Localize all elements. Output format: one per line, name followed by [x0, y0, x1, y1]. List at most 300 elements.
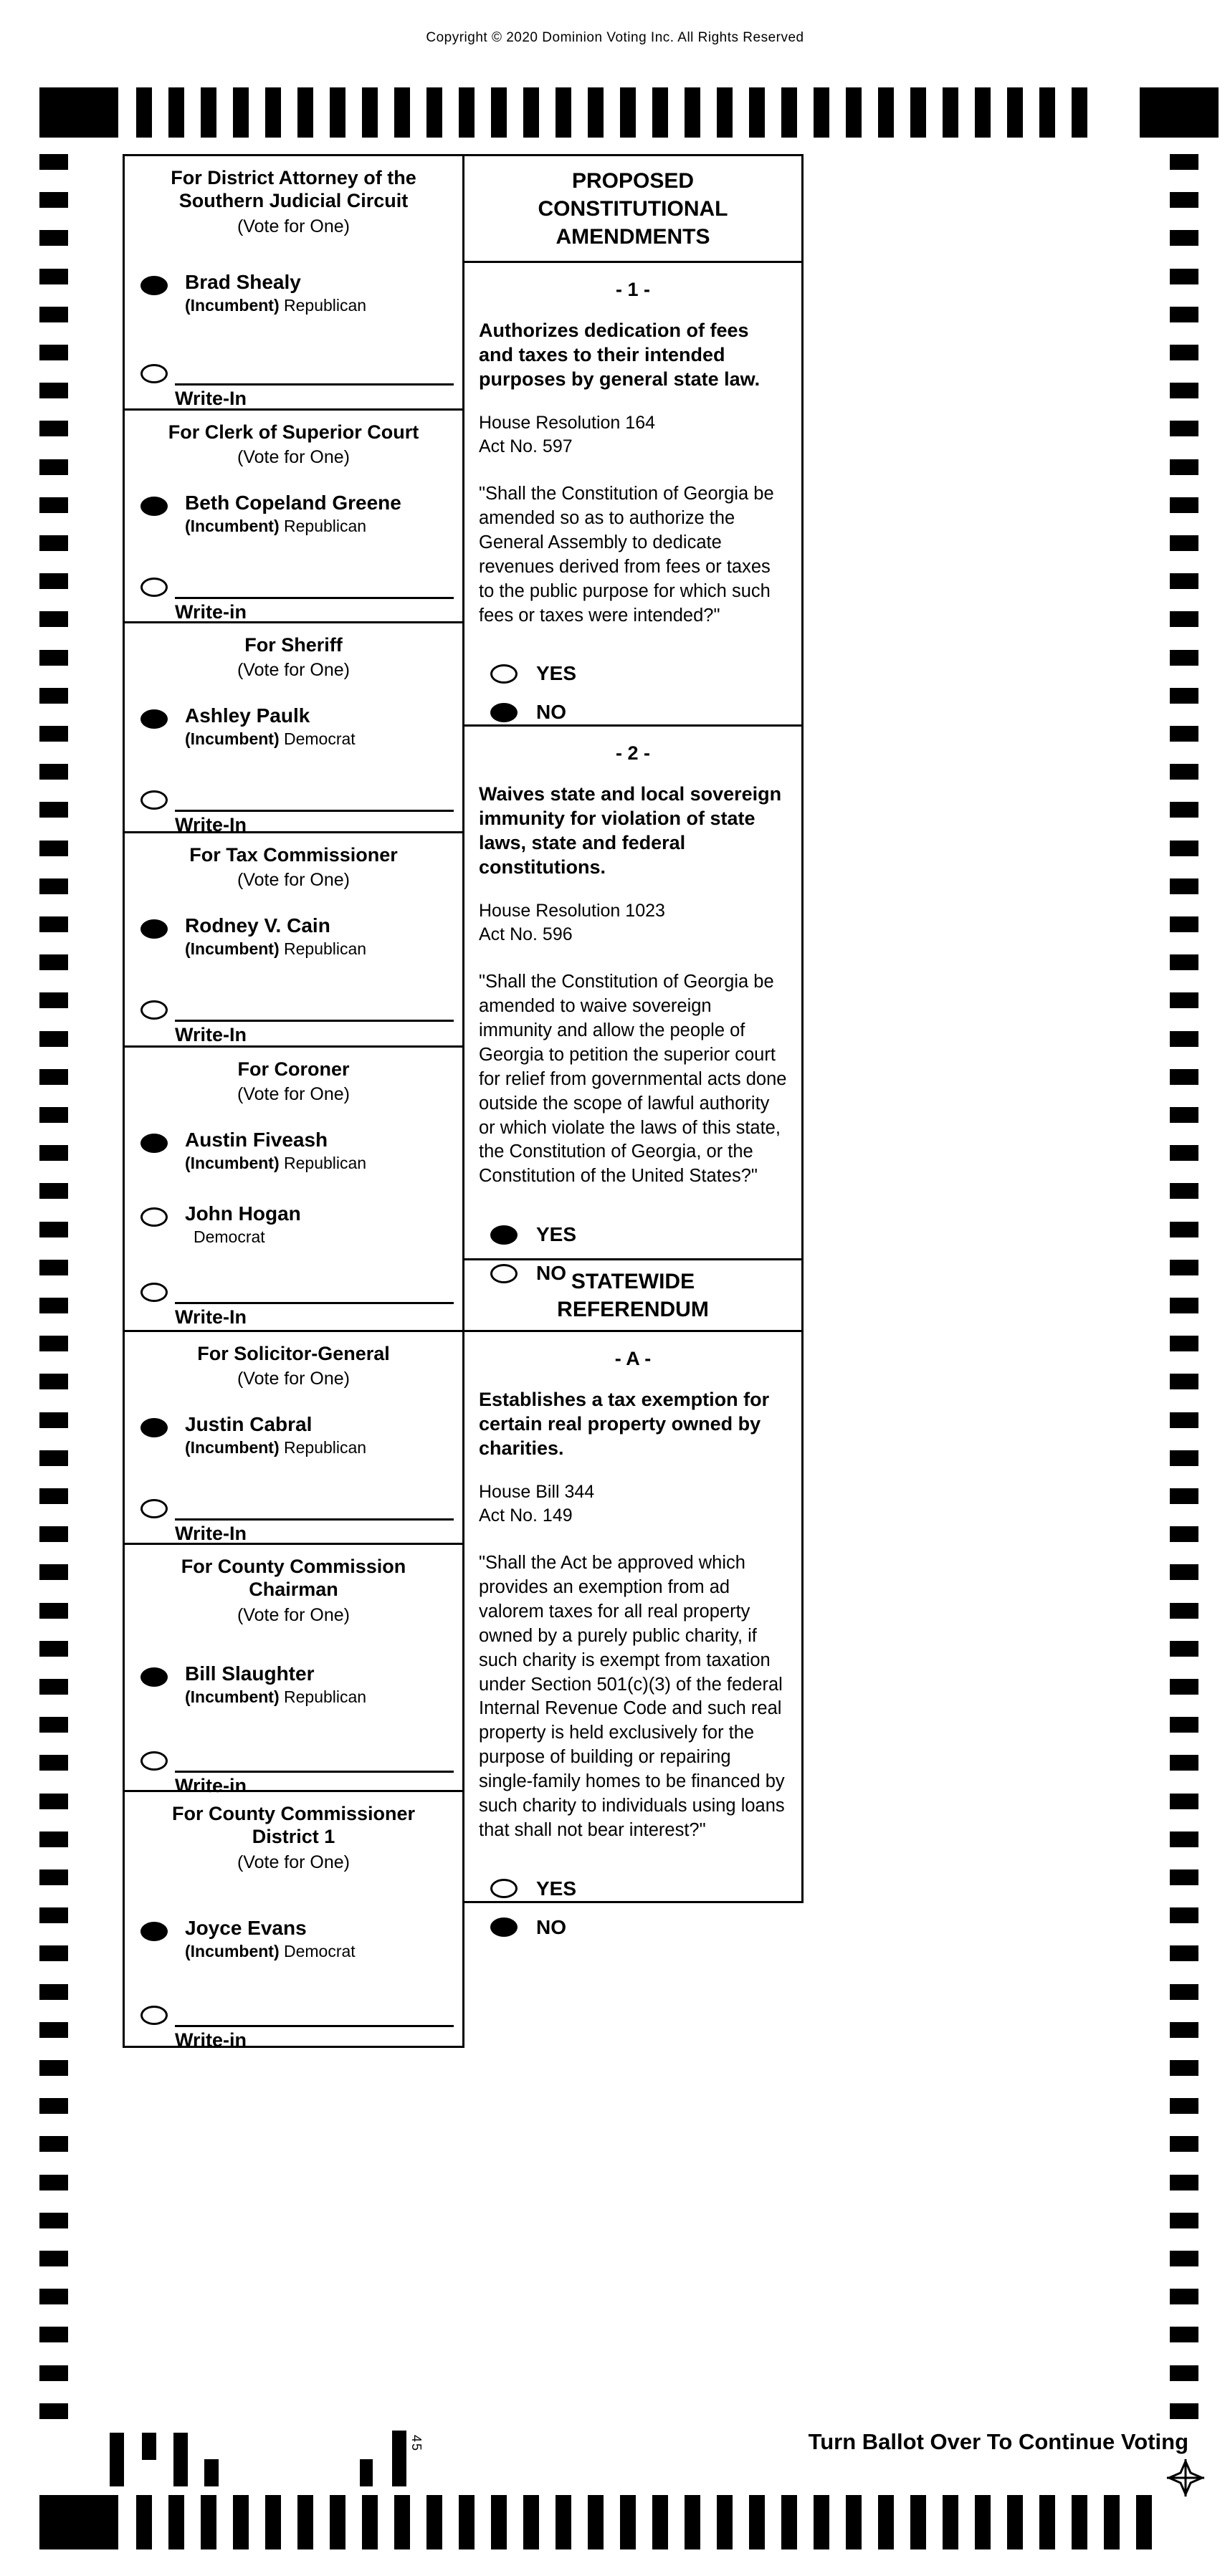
- side-timing-mark: [1170, 154, 1198, 170]
- timing-bar: [556, 2495, 571, 2549]
- candidate-row: [140, 1129, 454, 1173]
- side-timing-mark: [39, 802, 68, 818]
- side-timing-mark: [1170, 1526, 1198, 1542]
- side-timing-mark: [39, 2289, 68, 2304]
- side-timing-mark: [39, 1260, 68, 1275]
- race-coroner: [123, 1045, 464, 1332]
- side-timing-mark: [1170, 1603, 1198, 1619]
- write-in-row: [140, 996, 454, 1020]
- timing-bar: [297, 2495, 313, 2549]
- option-yes-row: [490, 662, 787, 685]
- side-timing-mark: [39, 611, 68, 627]
- write-in-bubble[interactable]: [140, 364, 168, 383]
- write-in-row: [140, 786, 454, 810]
- measure-authority: House Resolution 1023 Act No. 596: [479, 901, 665, 944]
- candidate-name: Bill Slaughter: [185, 1662, 315, 1685]
- referendum-header: STATEWIDE REFERENDUM: [462, 1258, 804, 1332]
- candidate-name: Joyce Evans: [185, 1916, 307, 1939]
- option-yes-row: [490, 1877, 787, 1900]
- option-no-row: [490, 1916, 787, 1939]
- write-in-bubble[interactable]: [140, 2006, 168, 2025]
- side-timing-mark: [39, 154, 68, 170]
- side-timing-mark: [39, 1183, 68, 1199]
- write-in-row: [140, 360, 454, 383]
- side-timing-mark: [39, 535, 68, 551]
- timing-bar: [394, 87, 410, 138]
- write-in-row: [140, 1747, 454, 1771]
- timing-bar: [523, 2495, 539, 2549]
- write-in-line[interactable]: [175, 1302, 454, 1328]
- barcode-bar: [173, 2433, 188, 2486]
- side-timing-mark: [1170, 650, 1198, 666]
- side-timing-mark: [1170, 1832, 1198, 1847]
- side-timing-mark: [39, 650, 68, 666]
- timing-bar: [362, 87, 378, 138]
- side-timing-mark: [1170, 230, 1198, 246]
- candidate-row: [140, 1414, 454, 1457]
- write-in-line[interactable]: [175, 1771, 454, 1797]
- vote-instruction: (Vote for One): [237, 1084, 351, 1105]
- side-timing-mark: [1170, 2365, 1198, 2381]
- race-title: For Coroner: [237, 1058, 350, 1080]
- side-timing-mark: [1170, 1564, 1198, 1580]
- barcode-bar: [142, 2433, 156, 2460]
- vote-bubble[interactable]: [140, 709, 168, 729]
- side-timing-mark: [1170, 1222, 1198, 1237]
- race-county-commission-chairman: [123, 1543, 464, 1796]
- side-timing-mark: [39, 2327, 68, 2342]
- timing-bar: [975, 87, 991, 138]
- side-timing-mark: [39, 1145, 68, 1161]
- vote-bubble[interactable]: [140, 1418, 168, 1437]
- timing-bar: [556, 87, 571, 138]
- write-in-line[interactable]: [175, 810, 454, 836]
- side-timing-mark: [39, 1869, 68, 1885]
- timing-bar: [749, 2495, 765, 2549]
- no-label: NO: [536, 1915, 566, 1938]
- measure-authority: House Resolution 164 Act No. 597: [479, 413, 655, 456]
- write-in-label: Write-in: [175, 2029, 247, 2051]
- side-timing-mark: [1170, 688, 1198, 704]
- side-timing-mark: [39, 2213, 68, 2228]
- vote-instruction: (Vote for One): [237, 870, 351, 891]
- side-timing-mark: [39, 1412, 68, 1428]
- write-in-line[interactable]: [175, 597, 454, 623]
- timing-bar: [168, 87, 184, 138]
- candidate-row: [140, 1203, 454, 1247]
- side-timing-mark: [39, 1298, 68, 1313]
- race-title: For Clerk of Superior Court: [168, 421, 419, 443]
- side-timing-mark: [1170, 1374, 1198, 1389]
- side-timing-mark: [39, 1755, 68, 1771]
- vote-bubble[interactable]: [140, 919, 168, 939]
- side-timing-mark: [1170, 2098, 1198, 2114]
- timing-bar: [426, 2495, 442, 2549]
- side-timing-mark: [39, 1107, 68, 1123]
- vote-instruction: (Vote for One): [237, 660, 351, 681]
- write-in-label: Write-In: [175, 1024, 247, 1046]
- side-timing-mark: [39, 954, 68, 970]
- write-in-row: [140, 1278, 454, 1302]
- registration-target-icon: [1167, 2459, 1204, 2496]
- candidate-name: Brad Shealy: [185, 270, 301, 293]
- vote-bubble[interactable]: [140, 1922, 168, 1941]
- side-timing-mark: [1170, 2060, 1198, 2076]
- side-timing-mark: [39, 1526, 68, 1542]
- measure-question: "Shall the Act be approved which provides an exemption from ad valorem taxes for all real property owned by a purely public charity, if such charity is exempt from taxation under Section 501(c)(3) of the federal Internal Revenue Code and such real property is held exclusively for the purpose of building or repairing single-family homes to be financed by such charity to individuals using loans that shall not bear interest?": [479, 1553, 785, 1841]
- measure-question: "Shall the Constitution of Georgia be amended to waive sovereign immunity and allow the people of Georgia to petition the superior court for relief from governmental acts done outside the scope of lawful authority or which violate the laws of this state, the Constitution of Georgia, or the Constitution of the United States?": [479, 972, 787, 1187]
- timing-bar: [685, 2495, 700, 2549]
- side-timing-mark: [1170, 573, 1198, 589]
- timing-bar: [1007, 87, 1023, 138]
- race-title: For Tax Commissioner: [189, 844, 398, 866]
- side-timing-mark: [1170, 1488, 1198, 1504]
- measure-summary: Establishes a tax exemption for certain real property owned by charities.: [479, 1389, 770, 1460]
- vote-instruction: (Vote for One): [237, 216, 351, 236]
- side-timing-mark: [39, 1603, 68, 1619]
- timing-bar: [652, 2495, 668, 2549]
- timing-bar: [1072, 87, 1087, 138]
- side-timing-mark: [1170, 1945, 1198, 1961]
- side-timing-mark: [39, 1069, 68, 1085]
- candidate-name: Ashley Paulk: [185, 704, 310, 727]
- side-timing-mark: [1170, 1641, 1198, 1657]
- race-title: For District Attorney of the Southern Judicial Circuit: [171, 167, 416, 212]
- side-timing-mark: [1170, 1450, 1198, 1466]
- side-timing-mark: [1170, 1298, 1198, 1313]
- candidate-party: (Incumbent) Republican: [185, 1687, 367, 1706]
- timing-bar: [814, 2495, 829, 2549]
- side-timing-mark: [39, 230, 68, 246]
- candidate-party: Democrat: [194, 1227, 265, 1246]
- side-timing-mark: [39, 2060, 68, 2076]
- side-timing-mark: [1170, 1679, 1198, 1695]
- race-tax-commissioner: [123, 831, 464, 1048]
- write-in-label: Write-In: [175, 387, 247, 409]
- side-timing-mark: [1170, 2136, 1198, 2152]
- copyright-text: Copyright © 2020 Dominion Voting Inc. All Rights Reserved: [426, 30, 804, 45]
- race-county-commissioner-district-1: [123, 1790, 464, 2051]
- side-timing-mark: [39, 1794, 68, 1809]
- timing-bar: [523, 87, 539, 138]
- timing-bar: [394, 2495, 410, 2549]
- side-timing-mark: [1170, 535, 1198, 551]
- timing-bar: [330, 87, 345, 138]
- write-in-bubble[interactable]: [140, 1499, 168, 1518]
- side-timing-mark: [1170, 2022, 1198, 2038]
- side-timing-mark: [1170, 269, 1198, 284]
- write-in-line[interactable]: [175, 1020, 454, 1046]
- yes-bubble[interactable]: [490, 664, 518, 684]
- side-timing-mark: [39, 916, 68, 932]
- side-timing-mark: [39, 764, 68, 780]
- timing-bar: [943, 87, 958, 138]
- timing-bar: [878, 2495, 894, 2549]
- timing-bar: [233, 87, 249, 138]
- side-timing-mark: [39, 1222, 68, 1237]
- side-timing-mark: [1170, 2251, 1198, 2266]
- candidate-row: [140, 492, 454, 536]
- side-timing-mark: [1170, 2403, 1198, 2419]
- write-in-line[interactable]: [175, 383, 454, 410]
- timing-bar: [717, 87, 733, 138]
- side-timing-mark: [39, 1717, 68, 1733]
- timing-bar: [168, 2495, 184, 2549]
- side-timing-mark: [39, 421, 68, 436]
- candidate-party: (Incumbent) Republican: [185, 1438, 367, 1457]
- side-timing-mark: [39, 2175, 68, 2190]
- timing-bar: [846, 87, 862, 138]
- timing-bar: [749, 87, 765, 138]
- timing-bar: [201, 2495, 216, 2549]
- write-in-row: [140, 1495, 454, 1518]
- candidate-name: John Hogan: [185, 1202, 301, 1225]
- timing-bar: [620, 2495, 636, 2549]
- measure-question: "Shall the Constitution of Georgia be amended so as to authorize the General Assembly to dedicate revenues derived from fees or taxes to the public purpose for which such fees or taxes were intended?": [479, 484, 774, 626]
- candidate-name: Justin Cabral: [185, 1413, 313, 1436]
- candidate-name: Rodney V. Cain: [185, 914, 330, 937]
- side-timing-mark: [1170, 1755, 1198, 1771]
- timing-bar: [39, 2495, 118, 2549]
- vote-instruction: (Vote for One): [237, 1852, 351, 1872]
- candidate-party: (Incumbent) Republican: [185, 517, 367, 536]
- candidate-name: Beth Copeland Greene: [185, 492, 401, 514]
- timing-bar: [910, 2495, 926, 2549]
- amendment-2: [462, 724, 804, 1285]
- vote-instruction: (Vote for One): [237, 1369, 351, 1389]
- write-in-bubble[interactable]: [140, 1000, 168, 1020]
- side-timing-mark: [1170, 1107, 1198, 1123]
- write-in-line[interactable]: [175, 1518, 454, 1545]
- barcode-bar: [204, 2459, 219, 2486]
- side-timing-mark: [1170, 459, 1198, 475]
- side-timing-mark: [1170, 802, 1198, 818]
- side-timing-mark: [1170, 611, 1198, 627]
- candidate-name: Austin Fiveash: [185, 1129, 328, 1151]
- side-timing-mark: [1170, 2327, 1198, 2342]
- amendment-1: [462, 261, 804, 727]
- side-timing-mark: [39, 1984, 68, 2000]
- side-timing-mark: [1170, 383, 1198, 398]
- no-label: NO: [536, 701, 566, 724]
- timing-bar: [717, 2495, 733, 2549]
- races-column: [123, 154, 464, 2051]
- measures-column: [462, 154, 804, 1938]
- measure-summary: Authorizes dedication of fees and taxes to their intended purposes by general state law.: [479, 320, 761, 391]
- side-timing-mark: [1170, 916, 1198, 932]
- candidate-party: (Incumbent) Republican: [185, 939, 367, 959]
- side-timing-mark: [39, 841, 68, 856]
- timing-bar: [846, 2495, 862, 2549]
- write-in-row: [140, 2001, 454, 2025]
- side-timing-mark: [1170, 878, 1198, 894]
- side-timing-mark: [39, 688, 68, 704]
- side-timing-mark: [39, 459, 68, 475]
- timing-bar: [1136, 2495, 1152, 2549]
- timing-bar: [814, 87, 829, 138]
- write-in-label: Write-in: [175, 1774, 247, 1796]
- vote-instruction: (Vote for One): [237, 447, 351, 468]
- race-title: For Sheriff: [244, 634, 343, 656]
- timing-bar: [265, 87, 281, 138]
- option-yes-row: [490, 1223, 787, 1246]
- timing-bar: [426, 87, 442, 138]
- side-timing-mark: [39, 1945, 68, 1961]
- side-timing-mark: [1170, 421, 1198, 436]
- write-in-bubble[interactable]: [140, 790, 168, 810]
- measure-number: - 2 -: [615, 742, 650, 764]
- side-timing-mark: [39, 1564, 68, 1580]
- side-timing-mark: [39, 1450, 68, 1466]
- candidate-party: (Incumbent) Democrat: [185, 1941, 356, 1960]
- timing-bar: [136, 87, 152, 138]
- measure-summary: Waives state and local sovereign immunity for violation of state laws, state and federal constitutions.: [479, 783, 782, 878]
- side-timing-mark: [1170, 1412, 1198, 1428]
- write-in-label: Write-In: [175, 1523, 247, 1545]
- timing-strip-bottom: [39, 2495, 1158, 2549]
- side-timing-mark: [1170, 1984, 1198, 2000]
- candidate-party: (Incumbent) Democrat: [185, 729, 356, 749]
- race-title: For Solicitor-General: [197, 1343, 390, 1364]
- yes-bubble[interactable]: [490, 1225, 518, 1245]
- side-timing-mark: [39, 1641, 68, 1657]
- side-timing-mark: [1170, 841, 1198, 856]
- candidate-row: [140, 705, 454, 749]
- side-timing-mark: [39, 726, 68, 742]
- side-timing-mark: [1170, 1183, 1198, 1199]
- side-timing-mark: [39, 345, 68, 360]
- vote-instruction: (Vote for One): [237, 1604, 351, 1625]
- side-timing-mark: [1170, 307, 1198, 322]
- candidate-party: (Incumbent) Republican: [185, 1154, 367, 1173]
- ballot-stub-number: 45: [409, 2435, 424, 2453]
- candidate-row: [140, 272, 454, 315]
- timing-bar: [39, 87, 118, 138]
- timing-bar: [943, 2495, 958, 2549]
- race-district-attorney: [123, 154, 464, 411]
- timing-bar: [910, 87, 926, 138]
- timing-bar: [1039, 87, 1055, 138]
- timing-bar: [362, 2495, 378, 2549]
- side-timing-mark: [1170, 497, 1198, 513]
- vote-bubble[interactable]: [140, 1667, 168, 1687]
- side-timing-mark: [39, 2365, 68, 2381]
- timing-bar: [233, 2495, 249, 2549]
- side-timing-mark: [1170, 1069, 1198, 1085]
- write-in-bubble[interactable]: [140, 578, 168, 597]
- measure-number: - 1 -: [615, 279, 650, 300]
- yes-label: YES: [536, 1223, 577, 1246]
- barcode-bar: [392, 2431, 406, 2486]
- timing-bar: [588, 2495, 604, 2549]
- timing-bar: [588, 87, 604, 138]
- timing-bar: [781, 2495, 797, 2549]
- side-timing-mark: [39, 1488, 68, 1504]
- side-timing-mark: [39, 573, 68, 589]
- timing-bar: [201, 87, 216, 138]
- side-timing-mark: [1170, 2213, 1198, 2228]
- side-timing-mark: [39, 878, 68, 894]
- timing-bar: [136, 2495, 152, 2549]
- write-in-line[interactable]: [175, 2025, 454, 2051]
- side-timing-mark: [1170, 726, 1198, 742]
- write-in-bubble[interactable]: [140, 1751, 168, 1771]
- side-timing-mark: [39, 1336, 68, 1351]
- timing-bar: [1072, 2495, 1087, 2549]
- side-timing-mark: [1170, 1031, 1198, 1047]
- side-timing-mark: [39, 1832, 68, 1847]
- side-timing-mark: [39, 2136, 68, 2152]
- timing-bar: [1007, 2495, 1023, 2549]
- write-in-row: [140, 573, 454, 597]
- vote-bubble[interactable]: [140, 1207, 168, 1227]
- side-timing-mark: [39, 1031, 68, 1047]
- timing-bar: [652, 87, 668, 138]
- candidate-row: [140, 915, 454, 959]
- write-in-bubble[interactable]: [140, 1283, 168, 1302]
- race-solicitor-general: [123, 1330, 464, 1545]
- timing-bar: [685, 87, 700, 138]
- candidate-row: [140, 1663, 454, 1707]
- vote-bubble[interactable]: [140, 1134, 168, 1153]
- yes-label: YES: [536, 1877, 577, 1900]
- option-no-row: [490, 701, 787, 724]
- timing-bar: [781, 87, 797, 138]
- timing-bar: [265, 2495, 281, 2549]
- side-timing-mark: [1170, 2289, 1198, 2304]
- referendum-a: [462, 1330, 804, 1938]
- timing-bar: [1140, 87, 1219, 138]
- amendments-header: PROPOSED CONSTITUTIONAL AMENDMENTS: [462, 154, 804, 263]
- side-timing-mark: [1170, 192, 1198, 208]
- vote-bubble[interactable]: [140, 497, 168, 516]
- race-sheriff: [123, 621, 464, 836]
- side-timing-mark: [39, 992, 68, 1008]
- timing-bar: [1104, 2495, 1120, 2549]
- side-timing-mark: [39, 1679, 68, 1695]
- side-timing-mark: [1170, 764, 1198, 780]
- side-timing-mark: [1170, 2175, 1198, 2190]
- side-timing-mark: [39, 269, 68, 284]
- timing-bar: [491, 2495, 507, 2549]
- side-timing-mark: [1170, 992, 1198, 1008]
- race-title: For County Commission Chairman: [181, 1556, 406, 1601]
- no-bubble[interactable]: [490, 703, 518, 722]
- side-timing-mark: [1170, 1260, 1198, 1275]
- yes-bubble[interactable]: [490, 1879, 518, 1898]
- side-timing-mark: [39, 307, 68, 322]
- write-in-label: Write-In: [175, 1306, 247, 1328]
- vote-bubble[interactable]: [140, 276, 168, 295]
- side-timing-mark: [1170, 1794, 1198, 1809]
- measure-number: - A -: [614, 1348, 652, 1369]
- timing-bar: [975, 2495, 991, 2549]
- side-timing-mark: [39, 2251, 68, 2266]
- write-in-label: Write-In: [175, 814, 247, 836]
- measure-authority: House Bill 344 Act No. 149: [479, 1482, 595, 1526]
- timing-bar: [297, 87, 313, 138]
- yes-label: YES: [536, 662, 577, 685]
- timing-bar: [330, 2495, 345, 2549]
- no-bubble[interactable]: [490, 1917, 518, 1937]
- side-timing-mark: [39, 497, 68, 513]
- timing-bar: [459, 87, 475, 138]
- race-clerk-superior-court: [123, 408, 464, 623]
- candidate-row: [140, 1917, 454, 1961]
- timing-bar: [878, 87, 894, 138]
- side-timing-mark: [1170, 954, 1198, 970]
- timing-bar: [491, 87, 507, 138]
